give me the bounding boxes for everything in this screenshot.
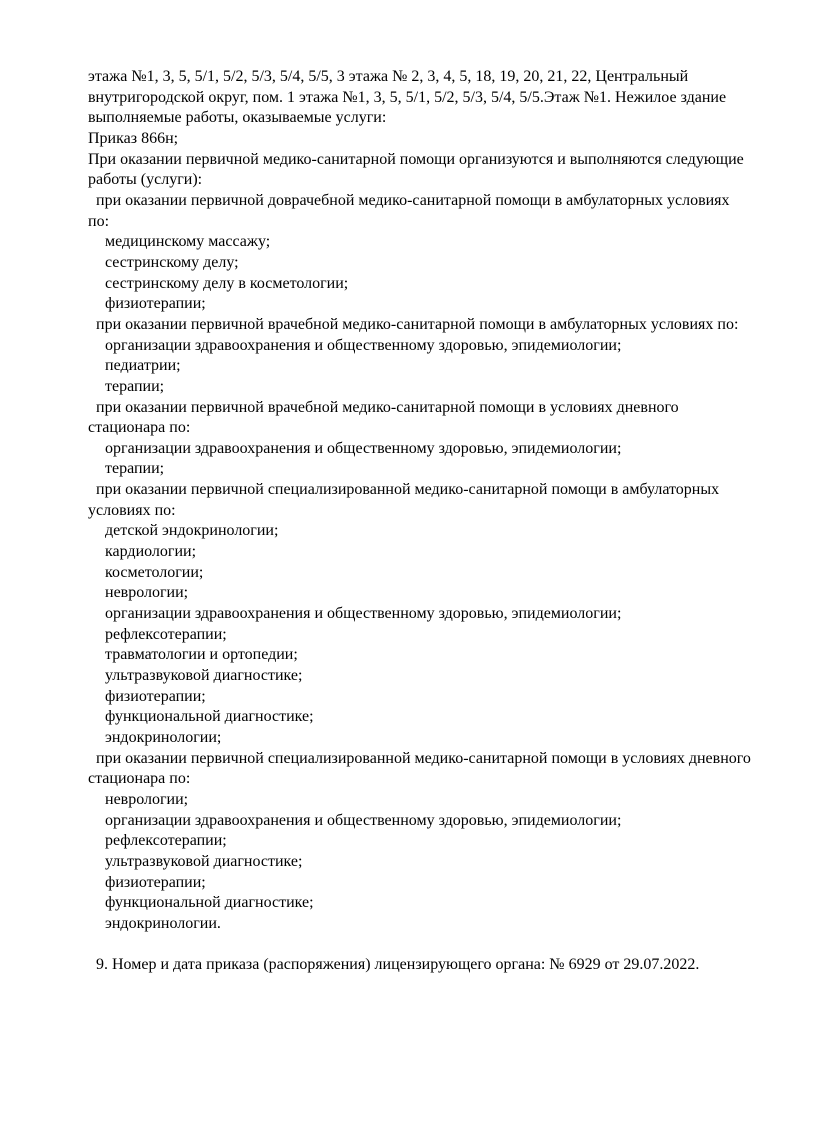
text-line: выполняемые работы, оказываемые услуги: (88, 109, 387, 127)
text-line: функциональной диагностике; (105, 708, 314, 726)
text-line: Приказ 866н; (88, 129, 179, 147)
text-line: терапии; (105, 460, 165, 478)
text-line: организации здравоохранения и общественному здоровью, эпидемиологии; (105, 811, 622, 829)
text-line: сестринскому делу; (105, 253, 239, 271)
text-line: внутригородской округ, пом. 1 этажа №1, 3, 5, 5/1, 5/2, 5/3, 5/4, 5/5.Этаж №1. Нежилое здание (88, 88, 727, 106)
text-line: эндокринологии. (105, 914, 221, 932)
text-line: неврологии; (105, 790, 189, 808)
text-line: косметологии; (105, 563, 204, 581)
text-line: функциональной диагностике; (105, 894, 314, 912)
text-line: При оказании первичной медико-санитарной помощи организуются и выполняются следующие (88, 150, 744, 168)
text-line: физиотерапии; (105, 687, 206, 705)
text-line: кардиологии; (105, 543, 197, 561)
text-line: травматологии и ортопедии; (105, 646, 298, 664)
text-line: при оказании первичной доврачебной медико-санитарной помощи в амбулаторных условиях (96, 191, 730, 209)
text-line: работы (услуги): (88, 171, 203, 189)
text-line: стационара по: (88, 419, 191, 437)
blank-line (88, 935, 808, 956)
text-line: педиатрии; (105, 357, 181, 375)
text-line: рефлексотерапии; (105, 832, 227, 850)
text-line: терапии; (105, 377, 165, 395)
text-line: детской эндокринологии; (105, 522, 279, 540)
text-line: физиотерапии; (105, 873, 206, 891)
text-line: при оказании первичной специализированной медико-санитарной помощи в условиях дневного (96, 749, 751, 767)
text-line: при оказании первичной специализированной медико-санитарной помощи в амбулаторных (96, 481, 720, 499)
text-line: стационара по: (88, 770, 191, 788)
text-line: этажа №1, 3, 5, 5/1, 5/2, 5/3, 5/4, 5/5, 3 этажа № 2, 3, 4, 5, 18, 19, 20, 21, 22, Центральный (88, 68, 689, 85)
text-line: при оказании первичной врачебной медико-санитарной помощи в амбулаторных условиях по: (96, 315, 739, 333)
text-line: физиотерапии; (105, 295, 206, 313)
text-line: условиях по: (88, 501, 176, 519)
text-line: неврологии; (105, 584, 189, 602)
text-line: ультразвуковой диагностике; (105, 852, 303, 870)
document-body (88, 67, 808, 976)
text-line: организации здравоохранения и общественному здоровью, эпидемиологии; (105, 439, 622, 457)
text-line: 9. Номер и дата приказа (распоряжения) лицензирующего органа: № 6929 от 29.07.2022. (96, 956, 700, 974)
text-line: медицинскому массажу; (105, 233, 271, 251)
text-line: организации здравоохранения и общественному здоровью, эпидемиологии; (105, 605, 622, 623)
text-line: при оказании первичной врачебной медико-санитарной помощи в условиях дневного (96, 398, 679, 416)
text-line: сестринскому делу в косметологии; (105, 274, 349, 292)
text-line: организации здравоохранения и общественному здоровью, эпидемиологии; (105, 336, 622, 354)
text-line: эндокринологии; (105, 729, 222, 746)
text-line: рефлексотерапии; (105, 625, 227, 643)
text-line: ультразвуковой диагностике; (105, 667, 303, 685)
text-line: по: (88, 212, 110, 230)
